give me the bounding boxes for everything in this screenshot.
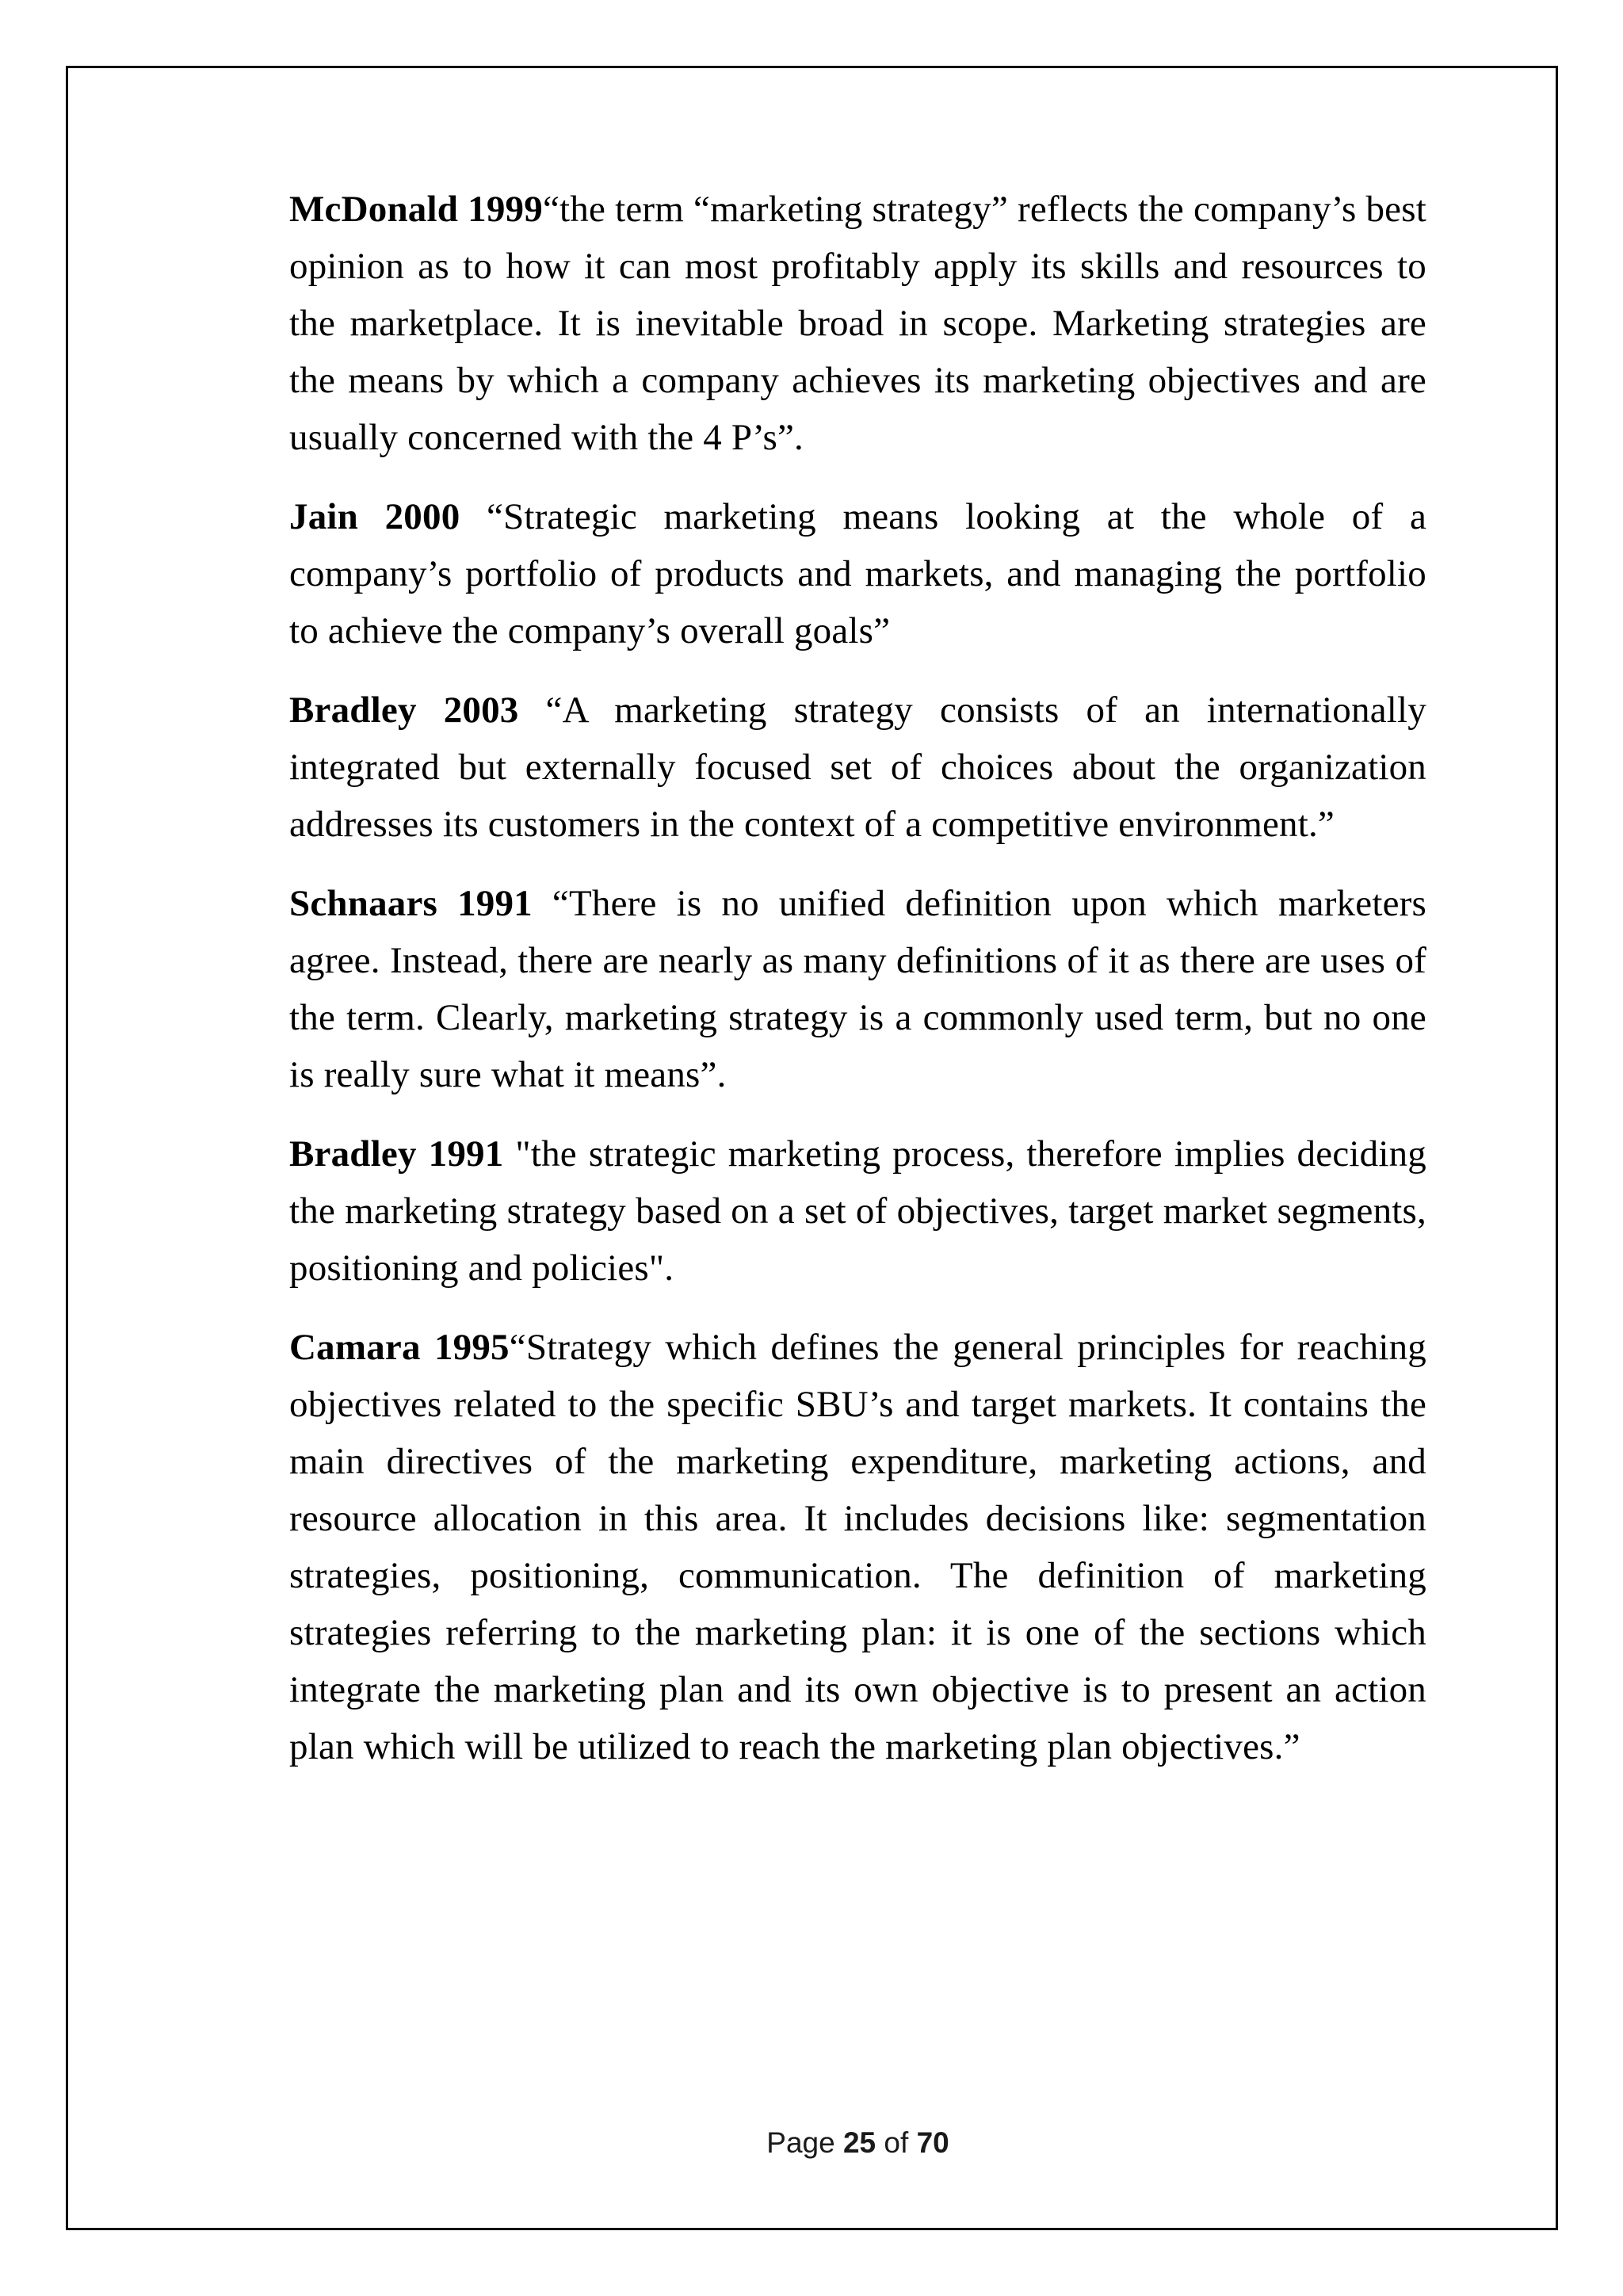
definition-paragraph-bradley-1991	[289, 1125, 1426, 1297]
quote-text: “There is no unified definition upon which marketers agree. Instead, there are nearly as many definitions of it as there are uses of the term. Clearly, marketing strategy is a commonly used term, but no one is really sure what it means”.	[289, 883, 1427, 1095]
quote-text: “the term “marketing strategy” reflects the company’s best opinion as to how it can most profitably apply its skills and resources to the marketplace. It is inevitable broad in scope. Marketing strategies are the means by which a company achieves its marketing objectives and are usually concerned with the 4 P’s”.	[289, 189, 1426, 458]
author-citation: Bradley 2003	[289, 690, 519, 731]
quote-text: “Strategy which defines the general principles for reaching objectives related to the specific SBU’s and target markets. It contains the main directives of the marketing expenditure, marketing actions, and resource allocation in this area. It includes decisions like: segmentation strategies, positioning, communication. The definition of marketing strategies referring to the marketing plan: it is one of the sections which integrate the marketing plan and its own objective is to present an action plan which will be utilized to reach the marketing plan objectives.”	[289, 1327, 1427, 1767]
quote-text: “Strategic marketing means looking at the whole of a company’s portfolio of products and markets, and managing the portfolio to achieve the company’s overall goals”	[289, 496, 1427, 651]
author-citation: Schnaars 1991	[289, 883, 533, 924]
definition-paragraph-schnaars-1991	[289, 875, 1426, 1103]
footer-total-pages: 70	[916, 2126, 949, 2159]
footer-of-label: of	[884, 2126, 909, 2159]
document-body	[289, 181, 1426, 1797]
footer-page-number: 25	[842, 2126, 876, 2159]
author-citation: Jain 2000	[289, 496, 460, 537]
definition-paragraph-camara-1995	[289, 1319, 1426, 1775]
quote-text: "the strategic marketing process, therefore implies deciding the marketing strategy based on a set of objectives, target market segments, positioning and policies".	[289, 1133, 1426, 1289]
definition-paragraph-jain-2000	[289, 488, 1426, 659]
definition-paragraph-bradley-2003	[289, 682, 1426, 853]
author-citation: Bradley 1991	[289, 1133, 504, 1175]
author-citation: McDonald 1999	[289, 189, 543, 230]
quote-text: “A marketing strategy consists of an internationally integrated but externally focused set of choices about the organization addresses its customers in the context of a competitive environment.”	[289, 690, 1426, 845]
footer-page-label: Page	[766, 2126, 835, 2159]
page-footer	[289, 2124, 1426, 2162]
definition-paragraph-mcdonald-1999	[289, 181, 1426, 466]
author-citation: Camara 1995	[289, 1327, 510, 1368]
